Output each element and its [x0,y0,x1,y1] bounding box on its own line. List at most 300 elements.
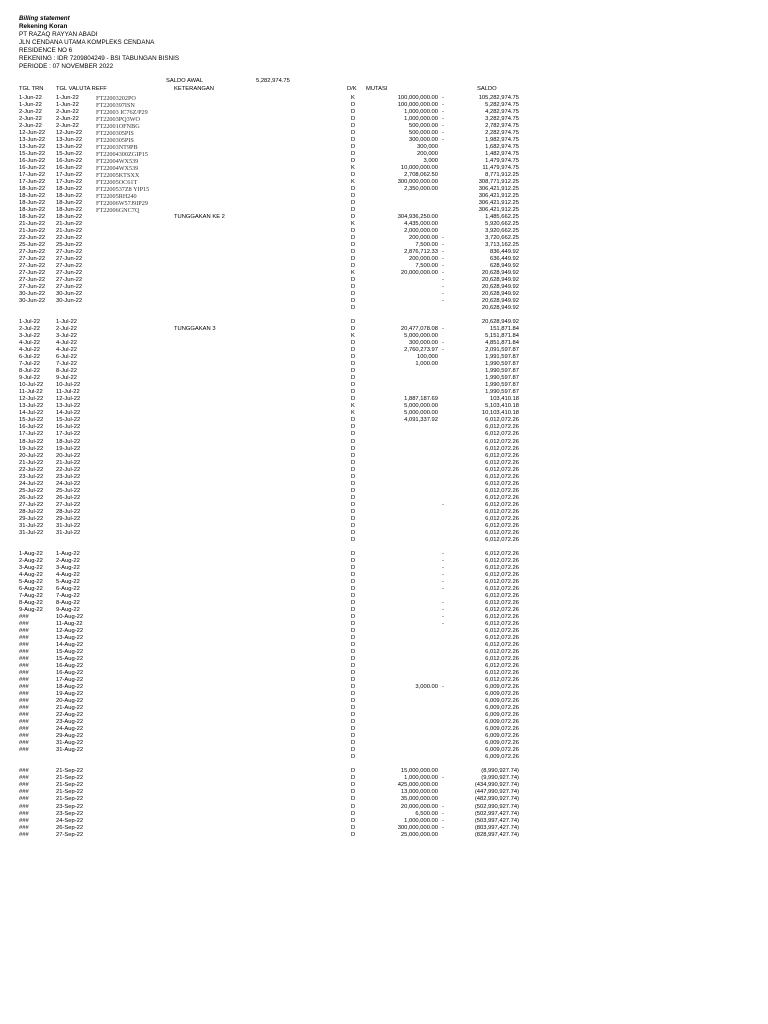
cell-tgl-valuta: 21-Jun-22 [56,227,83,234]
cell-mutasi-sign: - [442,599,444,606]
cell-saldo: 6,012,072.26 [485,438,519,445]
cell-dk: D [351,157,356,164]
cell-tgl-valuta: 25-Jun-22 [56,241,83,248]
cell-saldo: 1,990,597.87 [485,382,519,389]
cell-saldo: 8,771,912.25 [485,171,519,178]
cell-mutasi-sign: - [442,108,444,115]
cell-dk: D [351,122,356,129]
cell-saldo: 6,012,072.26 [485,417,519,424]
cell-tgl-valuta: 6-Aug-22 [56,585,80,592]
cell-tgl-trn: 2-Jun-22 [19,108,42,115]
cell-dk: D [351,515,356,522]
cell-saldo: (828,997,427.74) [474,831,519,838]
cell-tgl-trn: 27-Jun-22 [19,270,46,276]
cell-tgl-trn: 14-Jul-22 [19,410,44,417]
cell-dk: D [351,473,356,480]
cell-saldo: 3,282,974.75 [485,115,519,122]
cell-dk: D [351,256,356,262]
cell-dk: D [351,831,356,838]
cell-tgl-trn: ### [19,831,29,838]
col-tgl-valuta: TGL VALUTA REFF [56,86,107,92]
cell-saldo: 2,282,974.75 [485,129,519,136]
cell-tgl-trn: 13-Jun-22 [19,143,46,150]
cell-tgl-trn: ### [19,663,29,670]
cell-tgl-valuta: 16-Aug-22 [56,663,84,670]
cell-dk: D [351,726,356,733]
cell-tgl-valuta: 24-Jul-22 [56,480,81,487]
cell-saldo: (482,990,927.74) [474,796,519,803]
cell-tgl-valuta: 21-Aug-22 [56,705,84,712]
cell-tgl-trn: 19-Jul-22 [19,445,44,452]
cell-mutasi: 1,000,000.00 [404,775,438,782]
cell-tgl-trn: ### [19,775,29,782]
cell-mutasi: 25,000,000.00 [400,831,438,838]
cell-tgl-valuta: 4-Jul-22 [56,347,77,354]
cell-tgl-valuta: 27-Sep-22 [56,831,84,838]
cell-saldo: 6,009,072.26 [485,747,519,754]
cell-dk: D [351,698,356,705]
cell-dk: D [351,361,356,368]
cell-reff: FT2200305PIS [96,129,134,137]
cell-tgl-trn: 1-Jun-22 [19,94,42,101]
cell-saldo: 4,282,974.75 [485,108,519,115]
cell-tgl-valuta: 28-Jul-22 [56,508,81,515]
cell-mutasi: 20,477,078.08 [400,326,438,333]
cell-dk: D [351,691,356,698]
cell-tgl-trn: ### [19,628,29,634]
cell-dk: D [351,480,356,487]
cell-tgl-valuta: 16-Aug-22 [56,670,84,677]
cell-dk: D [351,649,356,655]
cell-tgl-trn: 25-Jun-22 [19,241,46,248]
cell-tgl-valuta: 19-Jul-22 [56,445,81,452]
cell-tgl-valuta: 27-Jun-22 [56,248,83,255]
cell-mutasi: 500,000.00 [408,129,438,136]
cell-dk: K [351,270,355,276]
cell-tgl-trn: 15-Jun-22 [19,150,46,157]
cell-tgl-valuta: 18-Jun-22 [56,199,83,206]
cell-saldo: 2,782,974.75 [485,122,519,129]
cell-tgl-valuta: 8-Jul-22 [56,368,77,375]
cell-dk: D [351,368,356,375]
company-address: JLN CENDANA UTAMA KOMPLEKS CENDANA [19,39,155,46]
cell-mutasi-sign: - [442,824,444,831]
cell-tgl-trn: 31-Jul-22 [19,529,44,536]
cell-tgl-trn: 27-Jun-22 [19,277,46,283]
cell-dk: D [351,712,356,719]
cell-saldo: 20,628,949.92 [481,319,519,326]
cell-dk: D [351,417,356,424]
cell-tgl-trn: 10-Jul-22 [19,382,44,389]
cell-tgl-valuta: 26-Sep-22 [56,824,84,831]
cell-tgl-valuta: 8-Aug-22 [56,599,80,606]
cell-saldo: 6,012,072.26 [485,599,519,606]
cell-tgl-trn: 31-Jul-22 [19,522,44,529]
cell-tgl-trn: 21-Jun-22 [19,227,46,234]
cell-dk: D [351,677,356,684]
cell-dk: D [351,298,356,305]
cell-dk: D [351,108,356,115]
cell-tgl-trn: 2-Jul-22 [19,326,40,333]
cell-tgl-trn: 27-Jun-22 [19,263,46,269]
cell-mutasi: 200,000.00 [408,234,438,241]
cell-mutasi-sign: - [442,94,444,101]
cell-dk: D [351,213,356,220]
cell-saldo: 1,482,974.75 [485,150,519,157]
cell-mutasi: 1,000.00 [415,361,438,368]
cell-tgl-trn: 24-Jul-22 [19,480,44,487]
cell-tgl-valuta: 19-Aug-22 [56,691,84,698]
cell-tgl-trn: 17-Jul-22 [19,431,44,438]
cell-tgl-valuta: 7-Aug-22 [56,592,80,599]
cell-tgl-trn: 7-Aug-22 [19,592,43,599]
cell-tgl-trn: 2-Jun-22 [19,115,42,122]
cell-dk: D [351,796,356,803]
cell-mutasi-sign: - [442,803,444,810]
cell-dk: D [351,129,356,136]
cell-dk: D [351,817,356,824]
cell-dk: D [351,248,356,255]
cell-saldo: 6,012,072.26 [485,635,519,641]
cell-saldo: 1,990,597.87 [485,368,519,375]
cell-dk: D [351,803,356,810]
cell-mutasi: 1,000,000.00 [404,817,438,824]
cell-tgl-valuta: 1-Jul-22 [56,319,77,326]
cell-tgl-valuta: 11-Jul-22 [56,389,80,396]
cell-tgl-trn: 6-Jul-22 [19,354,40,361]
cell-dk: D [351,354,356,361]
cell-saldo: 20,628,949.92 [481,298,519,305]
cell-saldo: 6,012,072.26 [485,621,519,627]
cell-tgl-valuta: 7-Jul-22 [56,361,77,368]
cell-dk: D [351,494,356,501]
cell-dk: D [351,733,356,740]
cell-tgl-trn: 16-Jul-22 [19,424,44,431]
cell-mutasi: 13,000,000.00 [400,789,438,796]
cell-tgl-trn: ### [19,677,29,684]
cell-tgl-trn: 1-Aug-22 [19,550,43,557]
cell-tgl-valuta: 2-Jul-22 [56,326,77,333]
cell-dk: K [351,164,355,171]
cell-tgl-trn: ### [19,621,29,627]
cell-mutasi: 425,000,000.00 [397,782,438,789]
cell-dk: D [351,768,356,775]
cell-saldo: 308,771,912.25 [478,178,519,185]
cell-saldo: 628,949.92 [489,263,519,269]
cell-dk: D [351,438,356,445]
cell-saldo: 6,012,072.26 [485,642,519,648]
cell-tgl-trn: 27-Jul-22 [19,501,44,508]
cell-dk: D [351,319,356,326]
cell-saldo: 103,410.18 [489,396,519,403]
cell-tgl-valuta: 25-Jul-22 [56,487,81,494]
cell-tgl-trn: ### [19,670,29,677]
cell-tgl-valuta: 9-Jul-22 [56,375,77,382]
cell-tgl-valuta: 11-Aug-22 [56,621,83,627]
cell-mutasi-sign: - [442,501,444,508]
cell-tgl-valuta: 24-Aug-22 [56,726,84,733]
cell-mutasi: 1,000,000.00 [404,115,438,122]
cell-mutasi-sign: - [442,571,444,578]
cell-tgl-valuta: 30-Jun-22 [56,291,83,298]
cell-mutasi-sign: - [442,621,444,627]
cell-saldo: 6,012,072.26 [485,494,519,501]
cell-tgl-trn: 1-Jul-22 [19,319,40,326]
cell-saldo: 5,151,871.84 [485,333,519,340]
cell-tgl-trn: 13-Jul-22 [19,403,44,410]
cell-tgl-valuta: 21-Sep-22 [56,768,84,775]
cell-saldo: 6,012,072.26 [485,578,519,585]
cell-mutasi-sign: - [442,122,444,129]
cell-keterangan: TUNGGAKAN KE 2 [174,213,225,220]
cell-dk: D [351,740,356,747]
cell-saldo: 1,982,974.75 [485,136,519,143]
cell-tgl-trn: 4-Jul-22 [19,347,40,354]
cell-tgl-valuta: 2-Aug-22 [56,557,80,564]
cell-tgl-valuta: 27-Jun-22 [56,256,83,262]
cell-tgl-trn: 30-Jun-22 [19,291,46,298]
cell-saldo: 6,012,072.26 [485,677,519,684]
cell-tgl-valuta: 1-Aug-22 [56,550,80,557]
cell-tgl-valuta: 3-Jul-22 [56,333,77,340]
cell-dk: D [351,613,356,620]
cell-tgl-valuta: 23-Aug-22 [56,719,84,726]
cell-reff: FT22003NT9PB [96,143,138,151]
cell-tgl-trn: ### [19,824,29,831]
cell-mutasi: 2,350,000.00 [404,185,438,192]
cell-tgl-trn: 12-Jun-22 [19,129,46,136]
cell-tgl-trn: ### [19,705,29,712]
cell-tgl-valuta: 14-Aug-22 [56,642,84,648]
cell-reff: FT22006W57J9IP29 [96,199,148,207]
cell-tgl-trn: ### [19,656,29,663]
cell-tgl-valuta: 3-Aug-22 [56,564,80,571]
cell-tgl-trn: ### [19,740,29,747]
cell-tgl-valuta: 17-Jun-22 [56,171,83,178]
cell-dk: D [351,754,356,761]
cell-tgl-trn: ### [19,789,29,796]
cell-saldo: 6,012,072.26 [485,670,519,677]
cell-saldo: 1,990,597.87 [485,361,519,368]
cell-tgl-trn: ### [19,726,29,733]
cell-saldo: 20,628,949.92 [481,277,519,283]
cell-saldo: 5,920,662.25 [485,220,519,227]
cell-mutasi: 300,000,000.00 [397,824,438,831]
cell-dk: D [351,656,356,663]
cell-mutasi: 3,000.00 [415,684,438,691]
cell-dk: D [351,628,356,634]
cell-saldo: 6,009,072.26 [485,726,519,733]
cell-tgl-valuta: 21-Jun-22 [56,220,83,227]
cell-tgl-trn: 15-Jul-22 [19,417,44,424]
cell-mutasi-sign: - [442,256,444,262]
cell-saldo: 6,012,072.26 [485,628,519,634]
residence: RESIDENCE NO 6 [19,47,73,54]
cell-saldo: 636,449.92 [489,256,519,262]
cell-dk: D [351,234,356,241]
cell-tgl-valuta: 27-Jun-22 [56,270,83,276]
cell-reff: FT2200537Z8 YIP15 [96,185,150,193]
cell-saldo: 5,282,974.75 [485,101,519,108]
cell-mutasi: 35,000,000.00 [400,796,438,803]
cell-mutasi: 7,500.00 [415,263,438,269]
cell-dk: D [351,347,356,354]
cell-saldo: 6,012,072.26 [485,459,519,466]
cell-mutasi-sign: - [442,326,444,333]
cell-mutasi-sign: - [442,284,444,290]
cell-tgl-trn: 18-Jun-22 [19,213,46,220]
cell-saldo: 11,479,974.75 [482,164,519,171]
company-name: PT RAZAQ RAYYAN ABADI [19,31,98,38]
cell-reff: FT22004WX539 [96,164,139,172]
cell-tgl-valuta: 13-Jun-22 [56,143,83,150]
cell-dk: D [351,452,356,459]
cell-reff: FT22003202PO [96,94,136,102]
cell-tgl-trn: ### [19,810,29,817]
cell-dk: D [351,382,356,389]
cell-mutasi-sign: - [442,129,444,136]
cell-reff: FT22003 IC76Z/P29 [96,108,148,116]
cell-tgl-trn: 23-Jul-22 [19,473,44,480]
cell-dk: D [351,557,356,564]
cell-saldo: 6,012,072.26 [485,564,519,571]
cell-dk: D [351,585,356,592]
cell-tgl-valuta: 12-Jun-22 [56,129,83,136]
cell-dk: D [351,621,356,627]
cell-dk: D [351,578,356,585]
cell-dk: D [351,459,356,466]
cell-tgl-valuta: 16-Jun-22 [56,157,83,164]
cell-reff: FT22001OFNBG [96,122,140,130]
cell-tgl-valuta: 13-Jun-22 [56,136,83,143]
cell-mutasi-sign: - [442,585,444,592]
cell-saldo: 6,009,072.26 [485,733,519,740]
cell-dk: D [351,277,356,283]
cell-tgl-trn: 18-Jun-22 [19,199,46,206]
cell-saldo: 6,012,072.26 [485,515,519,522]
cell-tgl-trn: 9-Jul-22 [19,375,40,382]
cell-tgl-trn: 9-Aug-22 [19,606,43,613]
cell-saldo: 1,991,597.87 [485,354,519,361]
cell-tgl-valuta: 20-Aug-22 [56,698,84,705]
cell-saldo: 20,628,949.92 [481,284,519,290]
cell-saldo: 306,421,912.25 [478,206,519,213]
cell-tgl-valuta: 18-Jun-22 [56,192,83,199]
cell-dk: K [351,220,355,227]
cell-tgl-valuta: 1-Jun-22 [56,101,79,108]
cell-tgl-trn: 20-Jul-22 [19,452,44,459]
cell-tgl-valuta: 27-Jun-22 [56,284,83,290]
cell-tgl-valuta: 17-Aug-22 [56,677,84,684]
cell-tgl-trn: 22-Jun-22 [19,234,46,241]
cell-dk: D [351,635,356,641]
cell-mutasi: 3,000 [423,157,438,164]
cell-dk: D [351,782,356,789]
cell-saldo: (434,990,927.74) [474,782,519,789]
cell-mutasi-sign: - [442,606,444,613]
cell-dk: D [351,789,356,796]
cell-saldo: 6,012,072.26 [485,431,519,438]
cell-tgl-valuta: 27-Jun-22 [56,263,83,269]
cell-saldo: (502,990,927.74) [474,803,519,810]
cell-tgl-valuta: 18-Jun-22 [56,206,83,213]
cell-mutasi-sign: - [442,291,444,298]
cell-tgl-valuta: 15-Jun-22 [56,150,83,157]
cell-dk: D [351,775,356,782]
cell-tgl-valuta: 5-Aug-22 [56,578,80,585]
cell-dk: D [351,445,356,452]
cell-saldo: 6,012,072.26 [485,663,519,670]
cell-tgl-valuta: 27-Jun-22 [56,277,83,283]
cell-tgl-valuta: 23-Sep-22 [56,803,84,810]
cell-tgl-valuta: 23-Jul-22 [56,473,81,480]
cell-tgl-trn: ### [19,691,29,698]
cell-mutasi-sign: - [442,775,444,782]
cell-dk: D [351,326,356,333]
cell-tgl-trn: ### [19,733,29,740]
cell-tgl-trn: 2-Jun-22 [19,122,42,129]
cell-tgl-trn: 7-Jul-22 [19,361,40,368]
cell-keterangan: TUNGGAKAN 3 [174,326,216,333]
cell-mutasi-sign: - [442,613,444,620]
cell-tgl-trn: 26-Jul-22 [19,494,44,501]
cell-reff: FT22005KTSXX [96,171,140,179]
cell-saldo: 1,485,662.25 [485,213,519,220]
cell-tgl-valuta: 21-Sep-22 [56,796,84,803]
cell-tgl-trn: 25-Jul-22 [19,487,44,494]
cell-tgl-valuta: 31-Jul-22 [56,529,81,536]
cell-saldo: 306,421,912.25 [478,199,519,206]
cell-tgl-trn: 27-Jun-22 [19,248,46,255]
cell-saldo: 1,990,597.87 [485,389,519,396]
cell-saldo: 6,012,072.26 [485,452,519,459]
cell-mutasi-sign: - [442,817,444,824]
col-dk: D/K [347,86,357,92]
cell-mutasi-sign: - [442,340,444,347]
cell-saldo: 6,009,072.26 [485,712,519,719]
cell-tgl-valuta: 13-Jul-22 [56,403,81,410]
cell-tgl-trn: ### [19,698,29,705]
cell-tgl-valuta: 2-Jun-22 [56,122,79,129]
cell-dk: D [351,466,356,473]
cell-dk: D [351,599,356,606]
cell-mutasi: 300,000.00 [408,136,438,143]
cell-saldo: 5,103,410.18 [485,403,519,410]
cell-reff: FT22005RH240 [96,192,137,200]
cell-dk: D [351,747,356,754]
cell-dk: D [351,508,356,515]
cell-tgl-valuta: 15-Aug-22 [56,656,84,663]
cell-tgl-trn: 16-Jun-22 [19,164,46,171]
cell-dk: D [351,206,356,213]
cell-tgl-trn: 18-Jun-22 [19,206,46,213]
cell-tgl-valuta: 9-Aug-22 [56,606,80,613]
cell-tgl-valuta: 1-Jun-22 [56,94,79,101]
cell-saldo: 6,012,072.26 [485,529,519,536]
cell-saldo: 6,012,072.26 [485,445,519,452]
col-mutasi: MUTASI [366,86,388,92]
cell-mutasi-sign: - [442,248,444,255]
cell-dk: D [351,199,356,206]
cell-saldo: (8,990,927.74) [481,768,519,775]
cell-mutasi: 7,500.00 [415,241,438,248]
cell-saldo: (447,990,927.74) [474,789,519,796]
cell-dk: D [351,136,356,143]
cell-mutasi: 1,887,187.69 [404,396,438,403]
statement-subtitle: Rekening Koran [19,23,68,30]
cell-tgl-trn: ### [19,613,29,620]
cell-tgl-trn: ### [19,803,29,810]
